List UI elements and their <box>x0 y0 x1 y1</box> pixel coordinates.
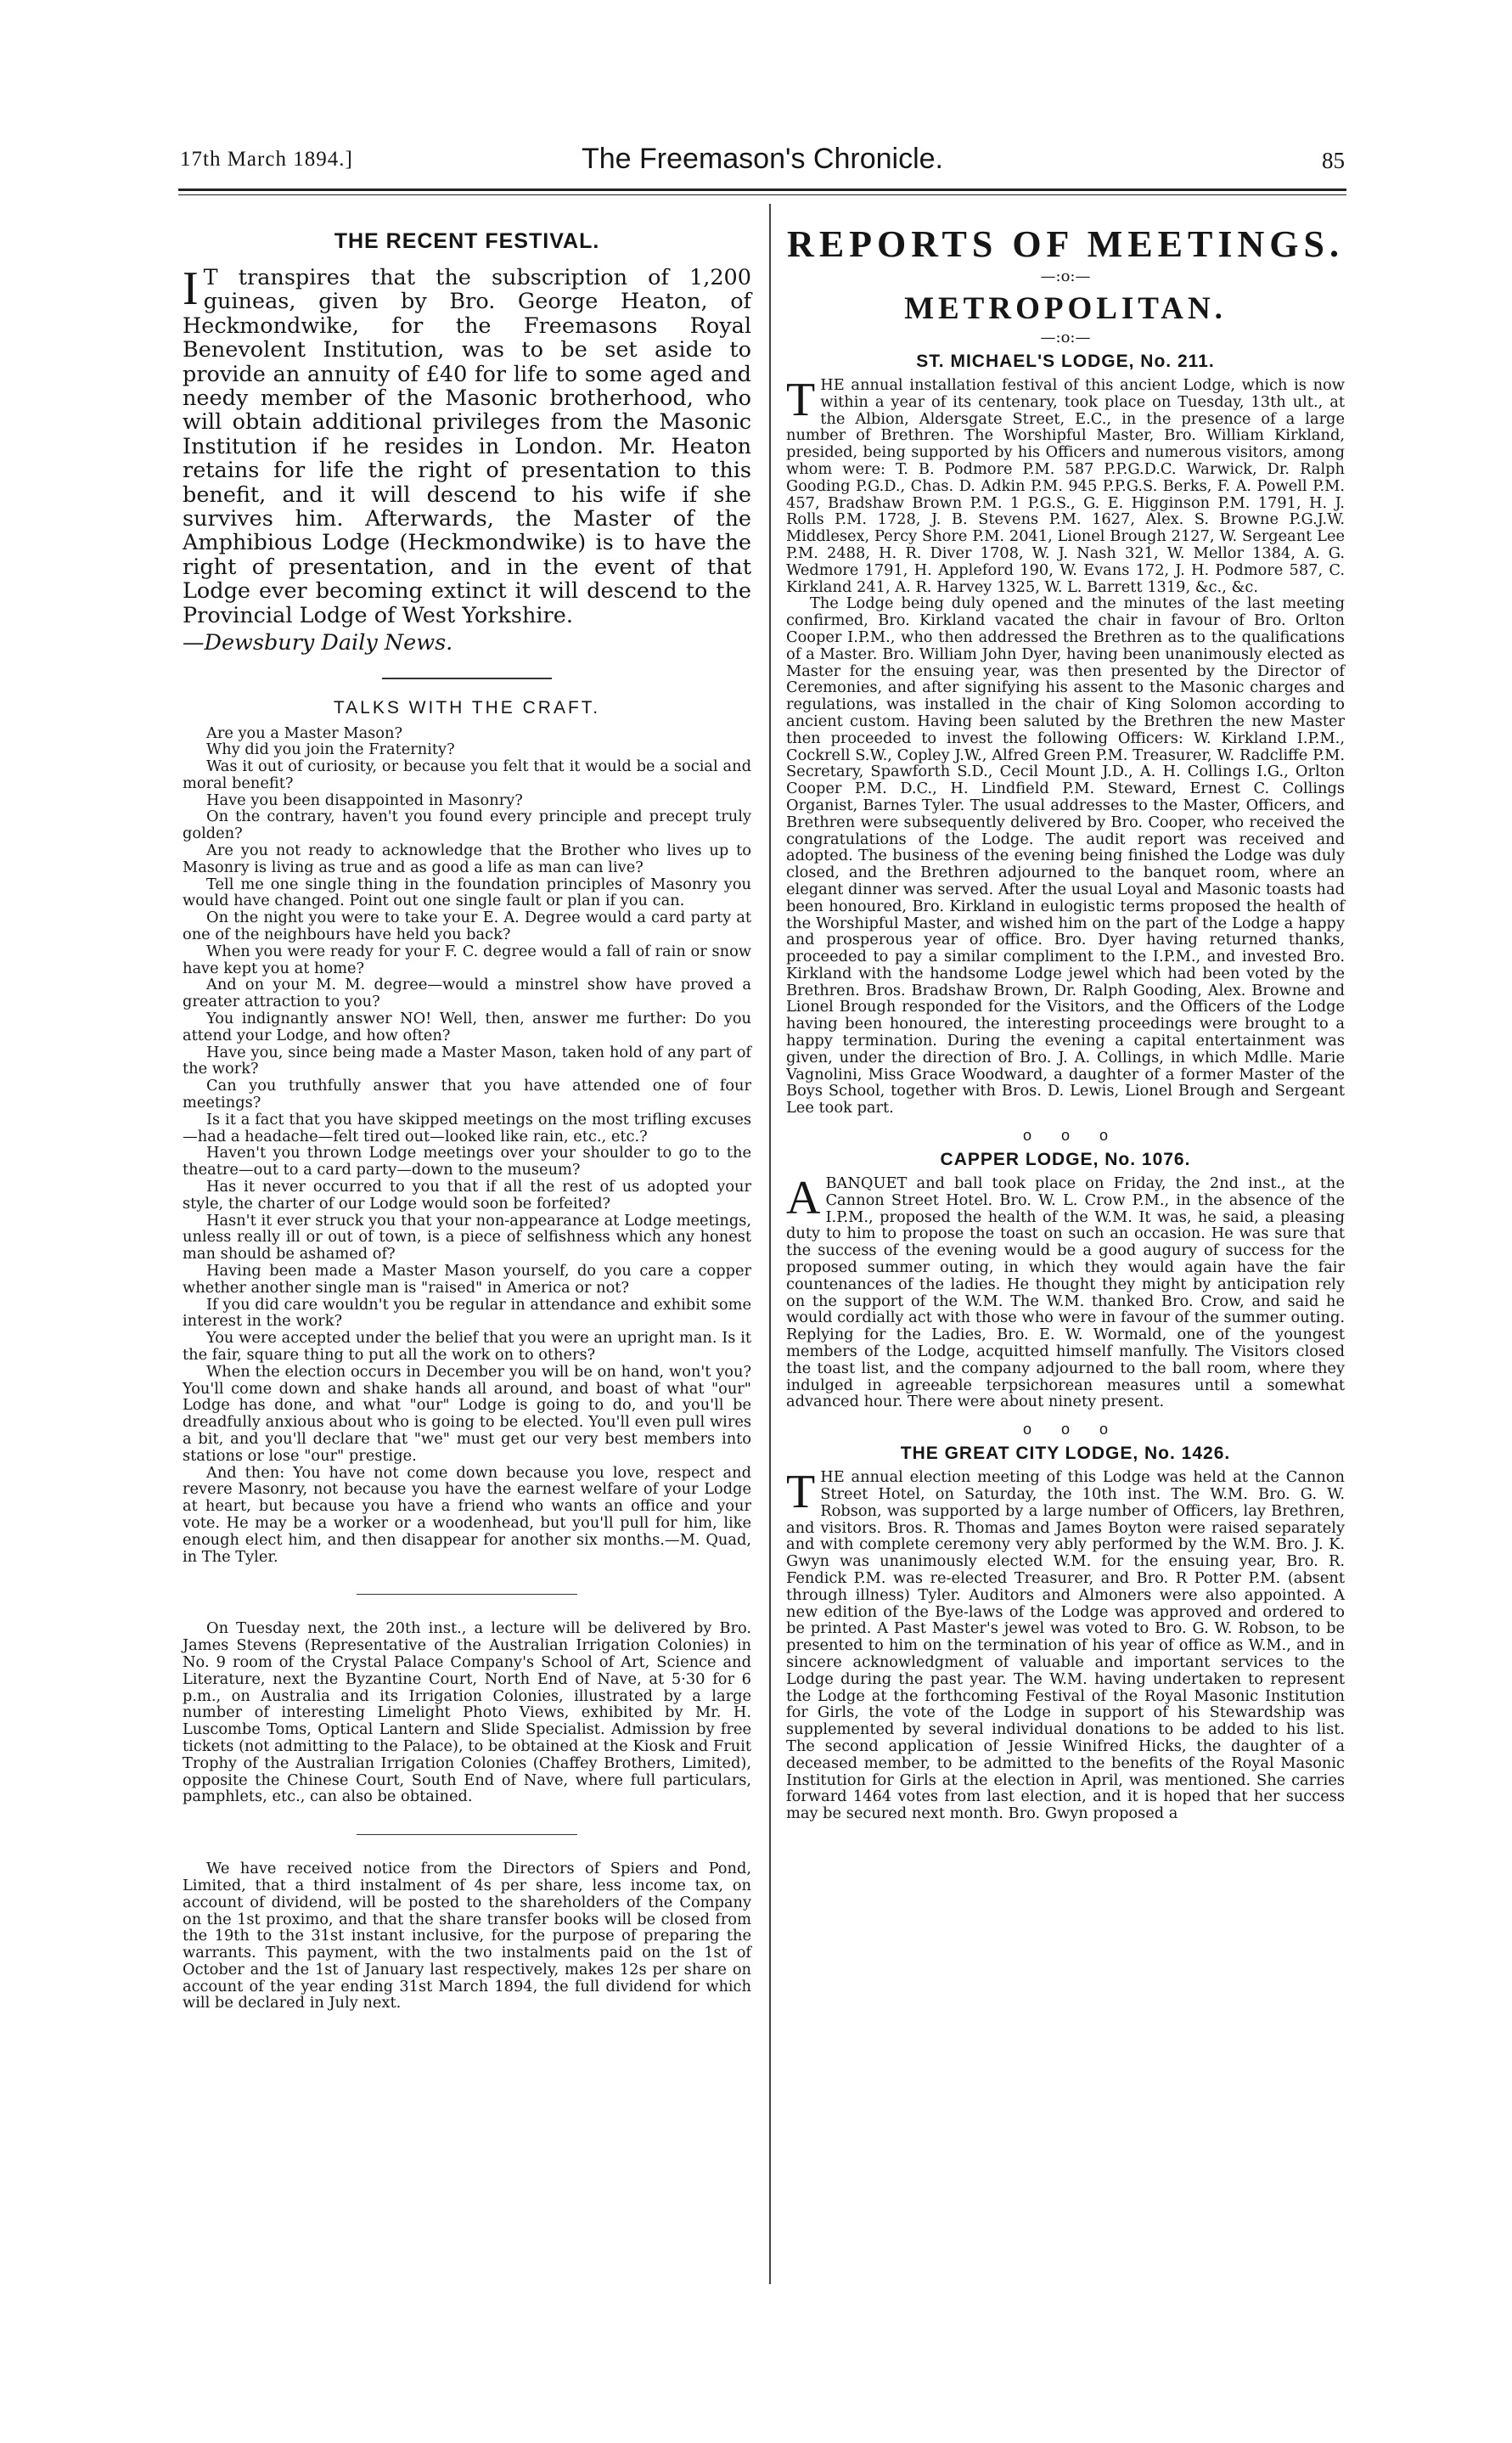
ornament-dots: o o o <box>1022 1421 1109 1438</box>
article-recent-festival <box>183 229 751 679</box>
column-divider <box>769 204 771 2284</box>
talk-paragraph: Is it a fact that you have skipped meetings on the most trifling excuses—had a headache—felt tired out—looked like rain, etc., etc.? <box>183 1110 751 1146</box>
header-date: 17th March 1894.] <box>180 148 353 171</box>
lodge-title: ST. MICHAEL'S LODGE, No. 211. <box>916 352 1215 371</box>
talk-paragraph: Can you truthfully answer that you have attended one of four meetings? <box>183 1077 751 1112</box>
lodge-title: CAPPER LODGE, No. 1076. <box>940 1150 1191 1170</box>
article-title: TALKS WITH THE CRAFT. <box>333 697 601 718</box>
drop-cap: T <box>786 1466 816 1519</box>
talk-paragraph: And then: You have not come down because you love, respect and revere Masonry, not because you have the earnest welfare of your Lodge at heart, but because you have a friend who wants an office and your vote. He may be a worker or a woodenhead, but you'll pull for him, like enough elect him, and then disappear for another six months.—M. Quad, in The Tyler. <box>183 1463 751 1566</box>
article-source: —Dewsbury Daily News. <box>183 630 453 656</box>
talk-paragraph: Have you been disappointed in Masonry? <box>206 791 523 809</box>
talk-paragraph: Are you a Master Mason? <box>206 723 402 742</box>
drop-cap: T <box>786 374 816 426</box>
talk-paragraph: You were accepted under the belief that you were an upright man. Is it the fair, square thing to put all the work on to others? <box>183 1329 751 1364</box>
metropolitan-heading: METROPOLITAN. <box>904 291 1227 326</box>
publication-title: The Freemason's Chronicle. <box>582 143 943 175</box>
talk-paragraph: When the election occurs in December you will be on hand, won't you? You'll come down and shake hands all around, and boast of what "our" Lodge has done, and what "our" Lodge is going to do, and you'll be dreadfully anxious about who is going to be elected. You'll even pull wires a bit, and you'll declare that "we" must get our very best members into stations or lose "our" prestige. <box>183 1362 751 1465</box>
talk-paragraph: On the contrary, haven't you found every principle and precept truly golden? <box>183 808 751 843</box>
talk-paragraph: On the night you were to take your E. A. Degree would a card party at one of the neighbours have held you back? <box>183 909 751 944</box>
report-paragraph: ABANQUET and ball took place on Friday, the 2nd inst., at the Cannon Street Hotel. Bro. W. L. Crow P.M., in the absence of the I.P.M., proposed the health of the W.M. It was, he said, a pleasing duty to him to propose the toast on such an occasion. He was sure that the success of the evening would be a good augury of success for the proposed summer outing, in which they would again have the fair countenances of the ladies. He thought they might by anticipation rely on the support of the W.M. The W.M. thanked Bro. Crow, and said he would cordially act with those who were in favour of the summer outing. Replying for the Ladies, Bro. E. W. Wormald, one of the youngest members of the Lodge, acquitted himself manfully. The Visitors closed the toast list, and the company adjourned to the ball room, where they indulged in agreeable terpsichorean measures until a somewhat advanced hour. There were about ninety present. <box>786 1172 1345 1411</box>
page-number: 85 <box>1322 148 1345 173</box>
notice-dividend <box>183 1860 751 2012</box>
talk-paragraph: When you were ready for your F. C. degree would a fall of rain or snow have kept you at home? <box>183 942 751 977</box>
drop-cap: A <box>786 1172 821 1225</box>
article-talks-with-craft <box>183 698 751 1596</box>
article-body: I T transpires that the subscription of 1,200 guineas, given by Bro. George Heaton, of Heckmondwike, for the Freemasons Royal Benevolent Institution, was to be set aside to provide an annuity of £40 for life to some aged and needy member of the Masonic brotherhood, who will obtain additional privileges from the Masonic Institution if he resides in London. Mr. Heaton retains for life the right of presentation to this benefit, and it will descend to his wife if she survives him. Afterwards, the Master of the Amphibious Lodge (Heckmondwike) is to have the right of presentation, and in the event of that Lodge ever becoming extinct it will descend to the Provincial Lodge of West Yorkshire. <box>183 262 751 628</box>
article-title: THE RECENT FESTIVAL. <box>334 229 600 253</box>
section-rule <box>357 1594 577 1595</box>
report-paragraph: THE annual installation festival of this ancient Lodge, which is now within a year of its centenary, took place on Tuesday, 13th ult., at the Albion, Aldersgate Street, E.C., in the presence of a large number of Brethren. The Worshipful Master, Bro. William Kirkland, presided, being supported by his Officers and numerous visitors, among whom were: T. B. Podmore P.M. 587 P.P.G.D.C. Warwick, Dr. Ralph Gooding P.G.D., Chas. D. Adkin P.M. 945 P.P.G.S. Berks, F. A. Powell P.M. 457, Bradshaw Brown P.M. 1 P.G.S., G. E. Higginson P.M. 1791, H. J. Rolls P.M. 1728, J. B. Stevens P.M. 1627, Alex. S. Browne P.G.J.W. Middlesex, Percy Shore P.M. 2041, Lionel Brough 2127, W. Sergeant Lee P.M. 2488, H. R. Diver 1708, W. J. Nash 321, W. Mellor 1384, A. G. Wedmore 1791, H. Appleford 190, W. Evans 172, J. H. Podmore 587, C. Kirkland 241, A. R. Harvey 1325, W. L. Barrett 1319, &c., &c. <box>786 374 1345 596</box>
talk-paragraph: Hasn't it ever struck you that your non-appearance at Lodge meetings, unless really ill or out of town, is a piece of selfishness which any honest man should be ashamed of? <box>183 1211 751 1264</box>
report-paragraph: THE annual election meeting of this Lodge was held at the Cannon Street Hotel, on Saturday, the 10th inst. The W.M. Bro. G. W. Robson, was supported by a large number of Officers, lay Brethren, and visitors. Bros. R. Thomas and James Boyton were raised separately and with complete ceremony very ably performed by the W.M. Bro. J. K. Gwyn was unanimously elected W.M. for the ensuing year, Bro. R. Fendick P.M. was re-elected Treasurer, and Bro. R Potter P.M. (absent through illness) Tyler. Auditors and Almoners were also appointed. A new edition of the Bye-laws of the Lodge was approved and ordered to be printed. A Past Master's jewel was voted to Bro. G. W. Robson, to be presented to him on the termination of his year of office as W.M., and in sincere acknowledgment of valuable and important services to the Lodge during the past year. The W.M. having undertaken to represent the Lodge at the forthcoming Festival of the Royal Masonic Institution for Girls, the vote of the Lodge in support of his Stewardship was supplemented by several individual donations to be added to his list. The second application of Jessie Winifred Hicks, the daughter of a deceased member, to be admitted to the benefits of the Royal Masonic Institution for Girls at the election in April, was mentioned. She carries forward 1464 votes from last election, and it is hoped that her success may be secured next month. Bro. Gwyn proposed a <box>786 1466 1345 1823</box>
page-header <box>180 143 1345 180</box>
report-st-michaels-lodge <box>786 352 1345 1117</box>
left-column <box>183 222 751 2012</box>
lecture-notice: On Tuesday next, the 20th inst., a lecture will be delivered by Bro. James Stevens (Representative of the Australian Irrigation Colonies) in No. 9 room of the Crystal Palace Company's School of Art, Science and Literature, next the Byzantine Court, North End of Nave, at 5·30 for 6 p.m., on Australia and its Irrigation Colonies, illustrated by a large number of interesting Limelight Photo Views, exhibited by Mr. H. Luscombe Toms, Optical Lantern and Slide Specialist. Admission by free tickets (not admitting to the Palace), to be obtained at the Kiosk and Fruit Trophy of the Australian Irrigation Colonies (Chaffey Brothers, Limited), opposite the Chinese Court, South End of Nave, where full particulars, pamphlets, etc., can also be obtained. <box>183 1619 751 1806</box>
talk-paragraph: And on your M. M. degree—would a minstrel show have proved a greater attraction to you? <box>183 976 751 1011</box>
section-rule <box>382 678 552 679</box>
notice-lecture <box>183 1620 751 1835</box>
talk-paragraph: You indignantly answer NO! Well, then, answer me further: Do you attend your Lodge, and how often? <box>183 1010 751 1044</box>
lodge-title: THE GREAT CITY LODGE, No. 1426. <box>900 1444 1231 1464</box>
right-column <box>786 222 1345 1822</box>
talk-paragraph: If you did care wouldn't you be regular in attendance and exhibit some interest in the work? <box>183 1295 751 1331</box>
talk-paragraph: Tell me one single thing in the foundation principles of Masonry you would have changed. Point out one single fault or plan if you can. <box>183 875 751 910</box>
dividend-notice: We have received notice from the Directors of Spiers and Pond, Limited, that a third instalment of 4s per share, less income tax, on account of dividend, will be posted to the shareholders of the Company on the 1st proximo, and that the share transfer books will be closed from the 19th to the 31st instant inclusive, for the purpose of preparing the warrants. This payment, with the two instalments paid on the 1st of October and the 1st of January last respectively, makes 12s per share on account of the year ending 31st March 1894, the full dividend for which will be declared in July next. <box>183 1860 751 2012</box>
header-rule <box>178 189 1346 191</box>
report-paragraph: The Lodge being duly opened and the minutes of the last meeting confirmed, Bro. Kirkland vacated the chair in favour of Bro. Orlton Cooper I.P.M., who then addressed the Brethren as to the qualifications of a Master. Bro. William John Dyer, having been unanimously elected as Master for the ensuing year, was then presented by the Director of Ceremonies, and after signifying his assent to the Masonic charges and regulations, was installed in the chair of King Solomon according to ancient custom. Having been saluted by the Brethren the new Master then proceeded to invest the following Officers: W. Kirkland I.P.M., Cockrell S.W., Copley J.W., Alfred Green P.M. Treasurer, W. Radcliffe P.M. Secretary, Spawforth S.D., Cecil Mount J.D., A. H. Collings I.G., Orlton Cooper P.M. D.C., H. Lindfield P.M. Steward, Ernest C. Collings Organist, Barnes Tyler. The usual addresses to the Master, Officers, and Brethren were subsequently delivered by Bro. Cooper, who received the congratulations of the Lodge. The audit report was received and adopted. The business of the evening being finished the Lodge was duly closed, and the Brethren adjourned to the banquet room, where an elegant dinner was served. After the usual Loyal and Masonic toasts had been honoured, Bro. Kirkland in eulogistic terms proposed the health of the Worshipful Master, and wished him on the part of the Lodge a happy and prosperous year of office. Bro. Dyer having returned thanks, proceeded to pay a similar compliment to the I.P.M., and invested Bro. Kirkland with the handsome Lodge jewel which had been voted by the Brethren. Bros. Bradshaw Brown, Dr. Ralph Gooding, Alex. Browne and Lionel Brough responded for the Visitors, and the Officers of the Lodge having been honoured, the interesting proceedings were brought to a happy termination. During the evening a capital entertainment was given, under the direction of Bro. J. A. Collings, in which Mdlle. Marie Vagnolini, Miss Grace Woodward, a daughter of a former Master of the Boys School, together with Bros. D. Lewis, Lionel Brough and Sergeant Lee took part. <box>786 594 1345 1117</box>
talk-paragraph: Are you not ready to acknowledge that the Brother who lives up to Masonry is living as true and as good a life as man can live? <box>183 842 751 876</box>
talk-paragraph: Have you, since being made a Master Mason, taken hold of any part of the work? <box>183 1043 751 1078</box>
ornament-dots: o o o <box>1022 1127 1109 1145</box>
header-rule-thin <box>178 194 1346 195</box>
talk-paragraph: Having been made a Master Mason yourself, do you care a copper whether another single man is "raised" in America or not? <box>183 1262 751 1297</box>
talk-paragraph: Why did you join the Fraternity? <box>206 740 455 759</box>
report-great-city-lodge <box>786 1444 1345 1822</box>
talk-paragraph: Has it never occurred to you that if all the rest of us adopted your style, the charter of our Lodge would soon be forfeited? <box>183 1178 751 1213</box>
drop-cap: I <box>183 262 199 315</box>
talk-paragraph: Haven't you thrown Lodge meetings over your shoulder to go to the theatre—out to a card party—down to the museum? <box>183 1144 751 1179</box>
report-capper-lodge <box>786 1150 1345 1410</box>
ornament-divider: —:o:— <box>1040 329 1091 346</box>
ornament-divider: —:o:— <box>1040 267 1091 285</box>
section-rule <box>357 1834 577 1835</box>
talk-paragraph: Was it out of curiosity, or because you felt that it would be a social and moral benefit? <box>183 757 751 792</box>
reports-heading: REPORTS OF MEETINGS. <box>787 223 1344 265</box>
